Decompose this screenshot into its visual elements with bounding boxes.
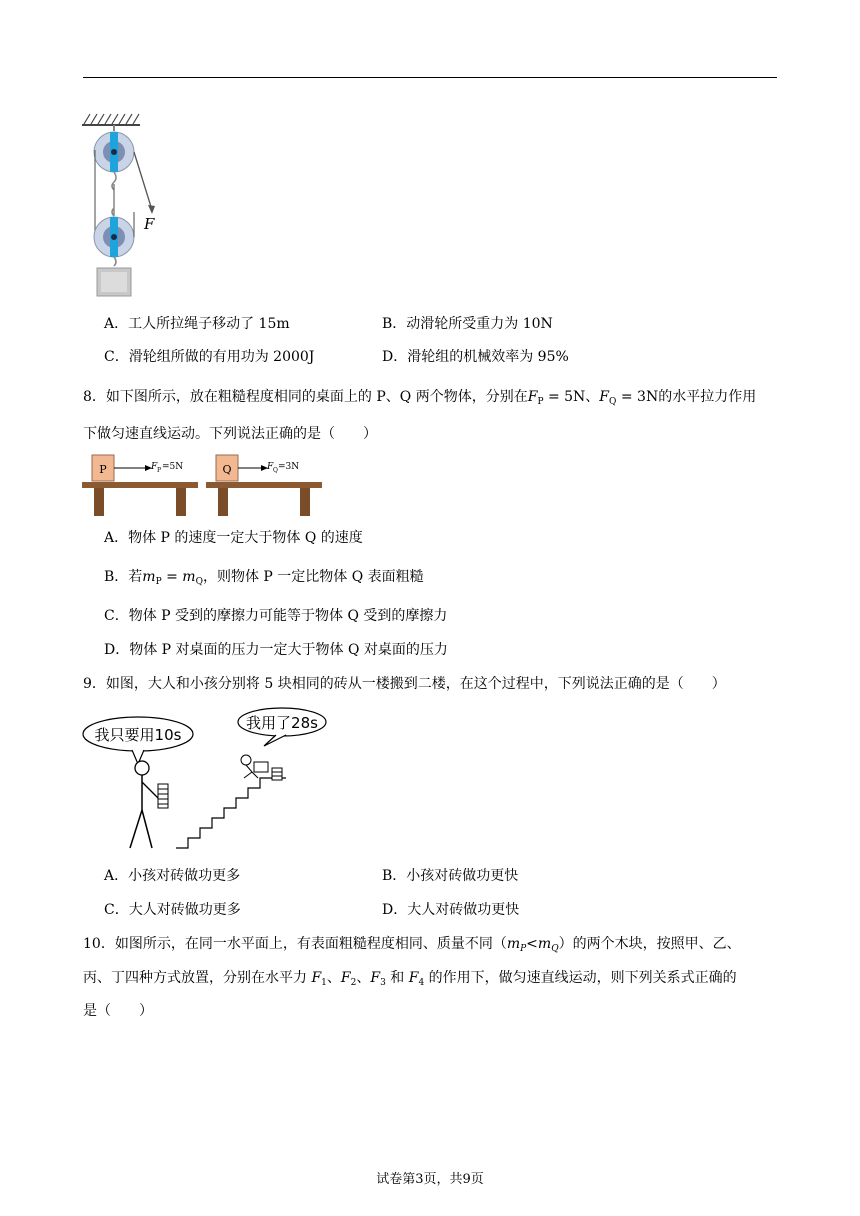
q7-option-c[interactable]: C．滑轮组所做的有用功为 2000J <box>104 349 315 365</box>
q9-option-d[interactable]: D．大人对砖做功更快 <box>382 902 520 918</box>
svg-text:F: F <box>267 462 274 472</box>
q8-option-c[interactable]: C．物体 P 受到的摩擦力可能等于物体 Q 受到的摩擦力 <box>104 608 448 624</box>
page-footer: 试卷第3页，共9页 <box>376 1172 484 1187</box>
header-rule <box>83 77 777 78</box>
q9-option-a[interactable]: A．小孩对砖做功更多 <box>104 868 241 884</box>
block-q-label: Q <box>222 463 232 476</box>
q10-stem-line1: 10．如图所示，在同一水平面上，有表面粗糙程度相同、质量不同$(m_P<m_Q)$的两个木块，按照甲、乙、 <box>83 936 741 954</box>
q8-option-b[interactable]: B．若$m_P = m_Q$，则物体 P 一定比物体 Q 表面粗糙 <box>104 569 424 587</box>
stairs-figure <box>80 702 340 852</box>
q7-option-a[interactable]: A．工人所拉绳子移动了 15m <box>104 316 290 332</box>
pulley-figure <box>78 110 168 302</box>
tables-figure <box>82 452 328 518</box>
q9-stem: 9．如图，大人和小孩分别将 5 块相同的砖从一楼搬到二楼，在这个过程中，下列说法正确的是（ ） <box>83 676 726 692</box>
bubble-child-text: 我用了28s <box>246 714 318 732</box>
q9-option-c[interactable]: C．大人对砖做功更多 <box>104 902 241 918</box>
q7-option-b[interactable]: B．动滑轮所受重力为 10N <box>382 316 553 332</box>
block-p-label: P <box>99 463 107 476</box>
q8-stem-line2: 下做匀速直线运动。下列说法正确的是（ ） <box>83 426 377 442</box>
bubble-adult-text: 我只要用10s <box>94 726 182 744</box>
q8-stem-line1: 8．如下图所示，放在粗糙程度相同的桌面上的 P、Q 两个物体，分别在$F_P = 5N$、$F_Q = 3N$的水平拉力作用 <box>83 389 757 407</box>
q10-stem-line2: 丙、丁四种方式放置，分别在水平力 $F_1$、$F_2$、$F_3$ 和 $F_4$ 的作用下，做匀速直线运动，则下列关系式正确的 <box>83 970 737 988</box>
q9-option-b[interactable]: B．小孩对砖做功更快 <box>382 868 519 884</box>
q7-option-d[interactable]: D．滑轮组的机械效率为 95% <box>382 349 569 365</box>
force-label-f: F <box>144 215 155 233</box>
svg-text:F: F <box>151 462 158 472</box>
svg-text:Q: Q <box>273 467 278 474</box>
q8-option-d[interactable]: D．物体 P 对桌面的压力一定大于物体 Q 对桌面的压力 <box>104 642 448 658</box>
force-q-label: =3N <box>278 462 300 472</box>
svg-text:P: P <box>157 467 162 474</box>
q10-stem-line3: 是（ ） <box>83 1003 153 1019</box>
q8-option-a[interactable]: A．物体 P 的速度一定大于物体 Q 的速度 <box>104 530 363 546</box>
force-p-label: =5N <box>162 462 184 472</box>
